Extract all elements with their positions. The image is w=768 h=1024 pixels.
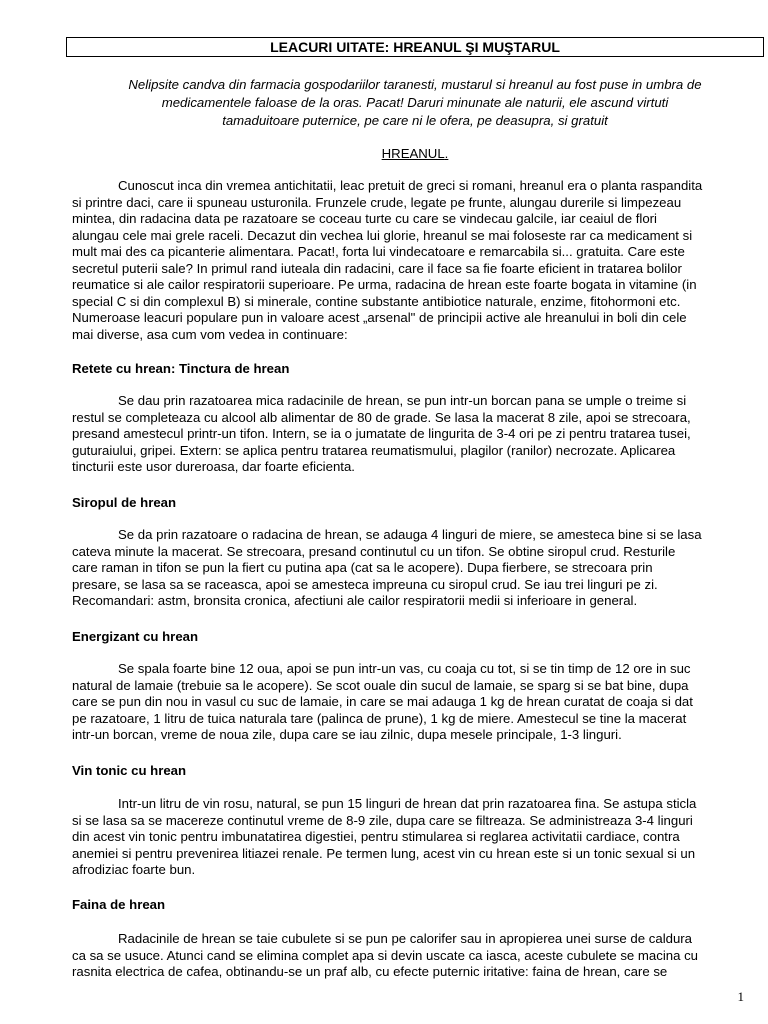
text-line: din acest vin tonic pentru imbunatatirea digestiei, pentru stimularea si reglarea activitatii cardiace, contra <box>72 829 680 844</box>
text-line: mintea, din radacina data pe razatoare se coceau turte cu care se vindecau galcile, iar ceaiul de flori <box>72 211 657 226</box>
text-line: rasnita electrica de cafea, obtinandu-se un praf alb, cu efecte puternic iritative: faina de hrean, care se <box>72 964 668 979</box>
text-line: alungau cele mai grele raceli. Decazut din vechea lui glorie, hreanul se mai foloseste rar ca medicament si <box>72 227 693 243</box>
page-number: 1 <box>737 989 744 1004</box>
text-line: reumatice si ale cailor respiratorii superioare. Pe urma, radacina de hrean este foarte bogata in vitamine (in <box>72 277 697 292</box>
paragraph-sirop <box>72 527 758 610</box>
document-title: LEACURI UITATE: HREANUL ŞI MUŞTARUL <box>66 37 764 57</box>
text-line: tincturii este usor dureroasa, dar foarte eficienta. <box>72 459 355 474</box>
text-line: mult mai des ca picanterie alimentara. Pacat!, forta lui vindecatoare e remarcabila si... gratuita. Care este <box>72 244 685 259</box>
section-title-hreanul: HREANUL. <box>381 146 449 161</box>
paragraph-tinctura <box>72 393 758 476</box>
heading-vin: Vin tonic cu hrean <box>72 763 187 778</box>
text-line: care se pun din nou in vasul cu suc de lamaie, in care se mai adauga 1 kg de hrean curatat de coaja si dat <box>72 694 693 709</box>
heading-sirop: Siropul de hrean <box>72 495 177 510</box>
text-line: Radacinile de hrean se taie cubulete si se pun pe calorifer sau in apropierea unei surse de caldura <box>118 931 693 946</box>
text-line: Se da prin razatoare o radacina de hrean, se adauga 4 linguri de miere, se amesteca bine si se lasa <box>118 527 702 542</box>
text-line: cateva minute la macerat. Se strecoara, presand continutul cu un tifon. Se obtine siropul crud. Resturile <box>72 543 676 559</box>
intro-line: Nelipsite candva din farmacia gospodariilor taranesti, mustarul si hreanul au fost puse in umbra de <box>128 77 702 92</box>
intro-line: tamaduitoare puternice, pe care ni le ofera, pe deasupra, si gratuit <box>222 113 608 128</box>
text-line: special C si din complexul B) si minerale, contine substante antibiotice naturale, enzime, fitohormoni etc. <box>72 293 681 309</box>
heading-energizant: Energizant cu hrean <box>72 629 199 644</box>
text-line: mai diverse, asa cum vom vedea in continuare: <box>72 326 348 342</box>
text-line: Se dau prin razatoarea mica radacinile de hrean, se pun intr-un borcan pana se umple o treime si <box>118 393 687 408</box>
text-line: Cunoscut inca din vremea antichitatii, leac pretuit de greci si romani, hreanul era o planta raspandita <box>118 178 703 193</box>
text-line: Se spala foarte bine 12 oua, apoi se pun intr-un vas, cu coaja cu tot, si se tin timp de 12 ore in suc <box>118 661 691 676</box>
text-line: intr-un borcan, vreme de noua zile, dupa care se iau zilnic, dupa mesele principale, 1-3 linguri. <box>72 727 622 742</box>
intro-line: medicamentele faloase de la oras. Pacat! Daruri minunate ale naturii, ele ascund virtuti <box>161 95 669 110</box>
text-line: ca sa se usuce. Atunci cand se elimina complet apa si devin uscate ca iasca, aceste cubulete se macina cu <box>72 947 699 963</box>
text-line: secretul puterii sale? In primul rand iuteala din radacini, care il face sa fie foarte eficient in tratarea bolilor <box>72 260 682 276</box>
text-line: si se lasa sa se macereze continutul vreme de 8-9 zile, dupa care se filtreaza. Se administreaza 3-4 linguri <box>72 812 693 828</box>
paragraph-energizant <box>72 661 758 744</box>
text-line: afrodiziac foarte bun. <box>72 862 196 877</box>
text-line: care raman in tifon se pun la fiert cu putina apa (cat sa le acopere). Dupa fierbere, se strecoara prin <box>72 560 653 575</box>
text-line: Recomandari: astm, bronsita cronica, afectiuni ale cailor respiratorii medii si inferioare in general. <box>72 593 638 608</box>
text-line: Intr-un litru de vin rosu, natural, se pun 15 linguri de hrean dat prin razatoarea fina. Se astupa sticla <box>118 796 697 811</box>
text-line: guturaiului, gripei. Extern: se aplica pentru tratarea reumatismului, plagilor (ranilor) necrozate. Aplicarea <box>72 442 676 458</box>
text-line: Numeroase leacuri populare pun in valoare acest „arsenal" de principii active ale hreanului in boli din cele <box>72 310 687 325</box>
paragraph-hreanul <box>72 178 758 343</box>
text-line: restul se completeaza cu alcool alb alimentar de 80 de grade. Se lasa la macerat 8 zile, apoi se strecoara, <box>72 409 691 425</box>
heading-faina: Faina de hrean <box>72 897 166 912</box>
text-line: si printre daci, care ii spuneau usturonila. Frunzele crude, legate pe frunte, alungau durerile si limpezeau <box>72 194 682 210</box>
text-line: anemiei si pentru prevenirea litiazei renale. Pe termen lung, acest vin cu hrean este si un tonic sexual si un <box>72 845 696 861</box>
intro-text <box>72 76 758 130</box>
text-line: presand amestecul printr-un tifon. Intern, se ia o jumatate de lingurita de 3-4 ori pe zi pentru tratarea tusei, <box>72 426 691 441</box>
paragraph-vin <box>72 796 758 879</box>
paragraph-faina <box>72 931 758 981</box>
text-line: natural de lamaie (trebuie sa le acopere). Se scot ouale din sucul de lamaie, se sparg si se bat bine, dupa <box>72 677 689 693</box>
text-line: pe razatoare, 1 litru de tuica naturala tare (palinca de prune), 1 kg de miere. Amestecul se tine la macerat <box>72 710 687 726</box>
text-line: presare, se lasa sa se raceasca, apoi se amesteca impreuna cu siropul crud. Se iau trei linguri pe zi. <box>72 576 658 592</box>
heading-tinctura: Retete cu hrean: Tinctura de hrean <box>72 361 290 376</box>
